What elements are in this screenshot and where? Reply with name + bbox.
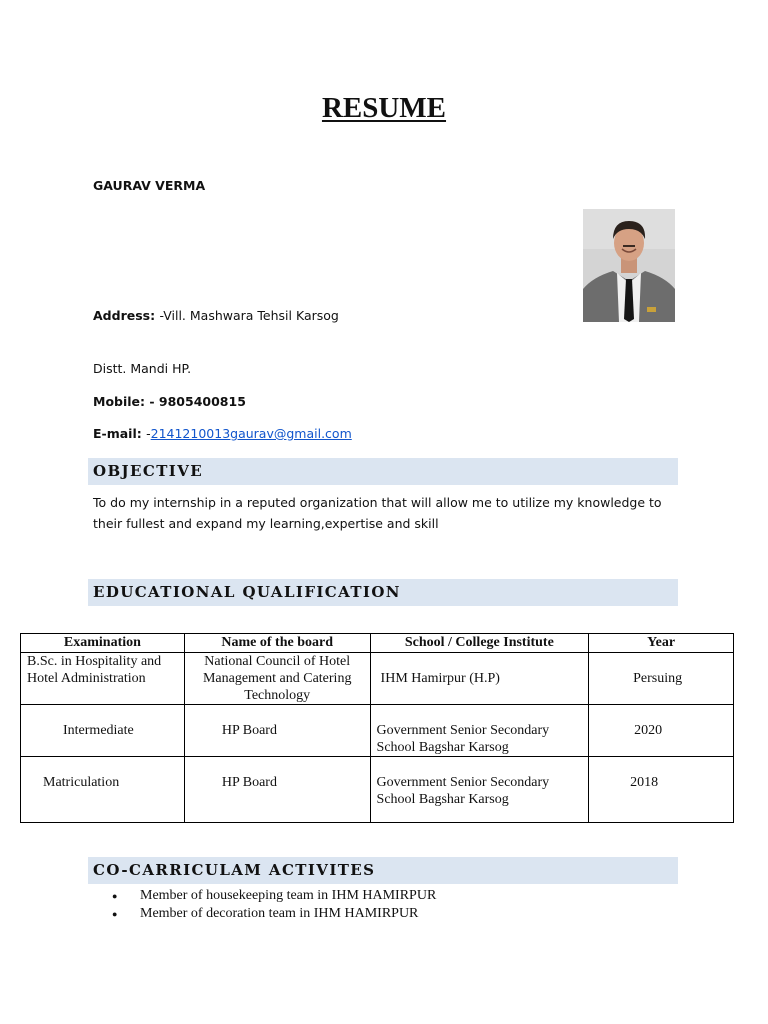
mobile-value: - 9805400815 xyxy=(149,394,246,409)
candidate-name: GAURAV VERMA xyxy=(93,178,206,193)
activities-heading: CO-CARRICULAM ACTIVITES xyxy=(88,857,678,884)
address-label: Address: xyxy=(93,308,160,323)
email-label: E-mail: xyxy=(93,426,147,441)
exam-cell: Intermediate xyxy=(21,705,185,757)
board-cell: HP Board xyxy=(184,757,370,823)
mobile-label: Mobile: xyxy=(93,394,150,409)
email-line xyxy=(93,426,352,441)
education-heading: EDUCATIONAL QUALIFICATION xyxy=(88,579,678,606)
objective-text: To do my internship in a reputed organization that will allow me to utilize my knowledge to their fullest and expand my learning,expertise and skill xyxy=(93,495,662,531)
education-table xyxy=(20,633,734,823)
column-header: School / College Institute xyxy=(370,634,589,653)
year-cell: Persuing xyxy=(589,653,734,705)
column-header: Name of the board xyxy=(184,634,370,653)
mobile-line xyxy=(93,394,246,409)
email-prefix: - xyxy=(146,426,151,441)
school-cell: IHM Hamirpur (H.P) xyxy=(370,653,589,705)
district-line: Distt. Mandi HP. xyxy=(93,361,192,376)
list-item: ● Member of housekeeping team in IHM HAMIRPUR xyxy=(112,887,436,905)
table-row xyxy=(21,653,734,705)
school-cell: Government Senior Secondary School Bagshar Karsog xyxy=(370,757,589,823)
address-value: -Vill. Mashwara Tehsil Karsog xyxy=(159,308,339,323)
school-cell: Government Senior Secondary School Bagshar Karsog xyxy=(370,705,589,757)
table-header-row xyxy=(21,634,734,653)
exam-cell: Matriculation xyxy=(21,757,185,823)
resume-title: RESUME xyxy=(321,92,447,124)
exam-cell: B.Sc. in Hospitality and Hotel Administration xyxy=(21,653,185,705)
year-cell: 2018 xyxy=(589,757,734,823)
column-header: Year xyxy=(589,634,734,653)
address-line xyxy=(93,308,339,323)
board-cell: HP Board xyxy=(184,705,370,757)
table-row xyxy=(21,757,734,823)
column-header: Examination xyxy=(21,634,185,653)
list-item: ● Member of decoration team in IHM HAMIRPUR xyxy=(112,905,436,923)
activities-list xyxy=(112,887,436,923)
table-row xyxy=(21,705,734,757)
profile-photo xyxy=(583,209,675,322)
email-link[interactable]: 2141210013gaurav@gmail.com xyxy=(150,426,352,441)
board-cell: National Council of Hotel Management and Catering Technology xyxy=(184,653,370,705)
objective-heading: OBJECTIVE xyxy=(88,458,678,485)
year-cell: 2020 xyxy=(589,705,734,757)
